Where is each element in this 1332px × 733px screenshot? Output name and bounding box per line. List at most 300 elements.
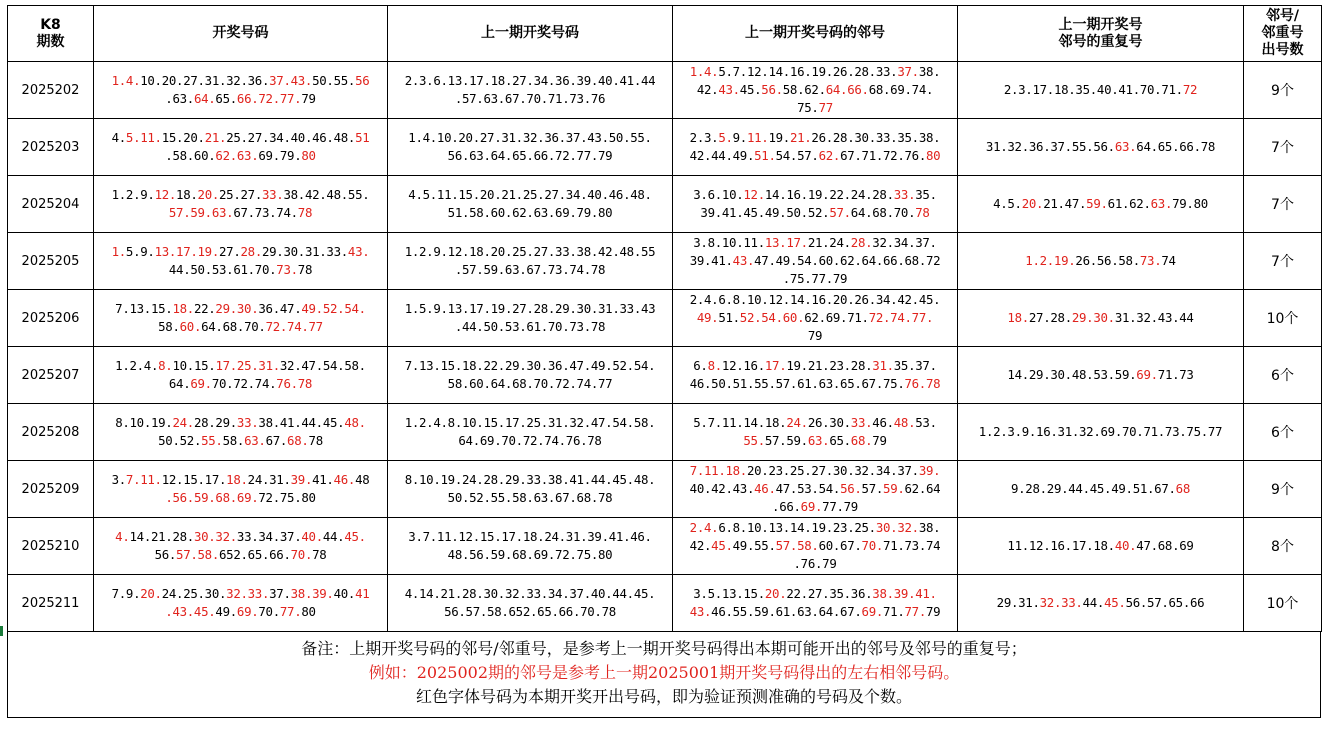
number-segment: 26.30.: [807, 415, 851, 430]
hit-number-segment: 29.30.: [215, 301, 259, 316]
hit-number-segment: 68.: [287, 433, 309, 448]
hit-count-cell[interactable]: 7个: [1244, 119, 1322, 176]
hit-number-segment: 46.: [333, 472, 356, 487]
lottery-table: [7, 5, 1322, 632]
number-segment: 15.20.: [161, 130, 205, 145]
number-segment: 2.4.6.8.10.12.14.16.20.26.34.42.45.: [689, 292, 941, 307]
neighbor-repeats-cell[interactable]: [958, 176, 1244, 233]
number-segment: 29.30.31.33.: [261, 244, 348, 259]
neighbor-numbers-cell[interactable]: [673, 119, 958, 176]
number-segment: 57.: [861, 481, 884, 496]
hit-number-segment: 80: [925, 148, 941, 163]
number-segment: 2.3.17.18.35.40.41.70.71.: [1003, 82, 1183, 97]
hit-number-segment: 12.: [743, 187, 765, 202]
hit-number-segment: 4.: [704, 520, 719, 535]
number-segment: 65.: [215, 91, 237, 106]
hit-number-segment: 21.: [789, 130, 812, 145]
neighbor-numbers-cell[interactable]: [673, 575, 958, 632]
number-segment: 51.: [718, 310, 740, 325]
period-cell[interactable]: 2025209: [8, 461, 94, 518]
hit-number-segment: 37.43.: [269, 73, 313, 88]
hit-number-segment: 70.: [290, 547, 313, 562]
number-segment: 71.73.74 .76.79: [793, 538, 941, 571]
hit-number-segment: 32.33.: [1039, 595, 1083, 610]
hit-number-segment: 45.: [1104, 595, 1126, 610]
hit-number-segment: 76.78: [904, 376, 941, 391]
number-segment: .58.60.: [165, 148, 216, 163]
number-segment: 77.79: [822, 499, 858, 514]
header-hit-count[interactable]: 邻号/ 邻重号 出号数: [1244, 6, 1322, 62]
neighbor-numbers-cell[interactable]: [673, 62, 958, 119]
number-segment: 32.47.54.58. 64.: [168, 358, 366, 391]
number-segment: 80: [301, 604, 316, 619]
number-segment: 36.47.: [258, 301, 302, 316]
hit-number-segment: 18.: [226, 472, 248, 487]
hit-number-segment: 5.: [718, 130, 733, 145]
hit-number-segment: 4.: [115, 529, 130, 544]
neighbor-repeats-cell[interactable]: [958, 404, 1244, 461]
hit-number-segment: .56.59.68.69.: [165, 490, 259, 505]
previous-draw-cell[interactable]: [388, 119, 673, 176]
notes-cell[interactable]: [7, 632, 1321, 718]
hit-number-segment: 17.: [764, 358, 787, 373]
hit-number-segment: 48.: [893, 415, 916, 430]
number-segment: 41.: [312, 472, 334, 487]
number-segment: 79: [301, 91, 316, 106]
number-segment: 68.69.74. 75.: [797, 82, 934, 115]
number-segment: 14.29.30.48.53.59.: [1007, 367, 1137, 382]
hit-number-segment: 20.: [140, 586, 162, 601]
number-segment: 31.32.36.37.55.56.: [985, 139, 1115, 154]
hit-number-segment: 41 .43.45.: [165, 586, 370, 619]
hit-number-segment: 33.: [236, 415, 259, 430]
neighbor-numbers-cell[interactable]: [673, 518, 958, 575]
hit-number-segment: 59.: [883, 481, 905, 496]
number-segment: 70.72.74.: [211, 376, 277, 391]
table-row: [8, 461, 1322, 518]
hit-number-segment: 20.: [1021, 196, 1044, 211]
hit-count-cell[interactable]: 9个: [1244, 62, 1322, 119]
number-segment: 12.16.: [721, 358, 765, 373]
neighbor-repeats-cell[interactable]: [958, 575, 1244, 632]
note-line-3: 红色字体号码为本期开奖开出号码，即为验证预测准确的号码及个数。: [415, 687, 912, 706]
neighbor-numbers-cell[interactable]: [673, 347, 958, 404]
hit-number-segment: 56: [355, 73, 370, 88]
hit-count-cell[interactable]: 8个: [1244, 518, 1322, 575]
hit-number-segment: 37.: [897, 64, 919, 79]
hit-number-segment: 66.72.77.: [236, 91, 302, 106]
hit-number-segment: 49.52.54.: [301, 301, 366, 316]
hit-number-segment: 68.: [850, 433, 873, 448]
draw-numbers-cell[interactable]: [94, 518, 388, 575]
hit-number-segment: 12.: [154, 187, 177, 202]
neighbor-repeats-cell[interactable]: [958, 119, 1244, 176]
hit-number-segment: 72.74.77.: [868, 310, 934, 325]
number-segment: 38.41.44.45.: [258, 415, 345, 430]
table-row: [8, 575, 1322, 632]
hit-number-segment: 2.: [689, 520, 704, 535]
hit-number-segment: 64.66.: [825, 82, 869, 97]
number-segment: 50.55.: [312, 73, 356, 88]
number-segment: 26.28.30.33.35.38. 42.44.49.: [689, 130, 941, 163]
note-line-2-example: 例如：2025002期的邻号是参考上一期2025001期开奖号码得出的左右相邻号码。: [368, 663, 960, 682]
hit-number-segment: 63.: [807, 433, 830, 448]
hit-number-segment: 60.: [179, 319, 202, 334]
number-segment: 38. 42.: [696, 64, 941, 97]
number-segment: 7.13.15.: [115, 301, 173, 316]
number-segment: 49.55.: [732, 538, 776, 553]
period-cell[interactable]: 2025206: [8, 290, 94, 347]
hit-number-segment: 45.: [344, 529, 366, 544]
number-segment: 19.21.23.28.: [786, 358, 873, 373]
hit-number-segment: 80: [301, 148, 316, 163]
number-segment: 65.: [829, 433, 851, 448]
previous-draw-cell[interactable]: [388, 176, 673, 233]
number-segment: 8.10.19.24.28.29.33.38.41.44.45.48. 50.52.55.58.63.67.68.78: [404, 472, 656, 505]
number-segment: 58.62.: [782, 82, 826, 97]
number-segment: 11.12.16.17.18.: [1007, 538, 1115, 553]
hit-number-segment: 13.17.19.: [154, 244, 220, 259]
hit-number-segment: 69.: [190, 376, 212, 391]
number-segment: 2.3.6.13.17.18.27.34.36.39.40.41.44 .57.63.67.70.71.73.76: [404, 73, 656, 106]
hit-number-segment: 40.: [301, 529, 323, 544]
previous-draw-cell[interactable]: [388, 575, 673, 632]
previous-draw-cell[interactable]: [388, 518, 673, 575]
number-segment: 25.27.: [219, 187, 262, 202]
hit-number-segment: 69.: [236, 604, 259, 619]
number-segment: 45.: [739, 82, 762, 97]
hit-number-segment: 7.11.: [125, 472, 162, 487]
number-segment: 32.34.37. 39.41.: [689, 235, 937, 268]
neighbor-repeats-cell[interactable]: [958, 62, 1244, 119]
number-segment: 72.75.80: [258, 490, 316, 505]
neighbor-numbers-cell[interactable]: [673, 404, 958, 461]
hit-number-segment: 69.: [800, 499, 823, 514]
draw-numbers-cell[interactable]: [94, 233, 388, 290]
hit-number-segment: 48.: [344, 415, 366, 430]
number-segment: 79: [872, 433, 887, 448]
number-segment: 26.56.58.: [1075, 253, 1140, 268]
period-cell[interactable]: 2025204: [8, 176, 94, 233]
previous-draw-cell[interactable]: [388, 461, 673, 518]
hit-number-segment: 1.4.: [111, 73, 141, 88]
number-segment: 1.5.9.13.17.19.27.28.29.30.31.33.43 .44.50.53.61.70.73.78: [404, 301, 656, 334]
number-segment: 79: [925, 604, 941, 619]
hit-number-segment: 77.: [279, 604, 302, 619]
number-segment: 7.9.: [111, 586, 141, 601]
header-neighbor-repeats[interactable]: 上一期开奖号 邻号的重复号: [958, 6, 1244, 62]
number-segment: 1.4.10.20.27.31.32.36.37.43.50.55. 56.63.64.65.66.72.77.79: [408, 130, 652, 163]
hit-number-segment: 30.32.: [875, 520, 919, 535]
number-segment: 56.: [154, 547, 177, 562]
number-segment: 25.27.34.40.46.48.: [226, 130, 356, 145]
hit-count-cell[interactable]: 7个: [1244, 233, 1322, 290]
number-segment: 44.: [322, 529, 345, 544]
neighbor-repeats-cell[interactable]: [958, 290, 1244, 347]
hit-number-segment: 33.: [261, 187, 284, 202]
hit-number-segment: 77: [818, 100, 833, 115]
number-segment: 4.14.21.28.30.32.33.34.37.40.44.45. 56.57.58.652.65.66.70.78: [404, 586, 656, 619]
hit-number-segment: 1.: [111, 244, 126, 259]
hit-number-segment: 1.4.: [689, 64, 719, 79]
hit-number-segment: 64.: [193, 91, 216, 106]
previous-draw-cell[interactable]: [388, 347, 673, 404]
neighbor-repeats-cell[interactable]: [958, 233, 1244, 290]
table-row: [8, 290, 1322, 347]
number-segment: 49.: [215, 604, 237, 619]
number-segment: 54.57.: [775, 148, 819, 163]
hit-number-segment: 40.: [1114, 538, 1137, 553]
previous-draw-cell[interactable]: [388, 404, 673, 461]
number-segment: 47.49.54.60.62.64.66.68.72 .75.77.79: [754, 253, 941, 286]
neighbor-numbers-cell[interactable]: [673, 176, 958, 233]
header-row: [8, 6, 1322, 62]
table-row: [8, 347, 1322, 404]
draw-numbers-cell[interactable]: [94, 176, 388, 233]
hit-number-segment: 30.32.: [193, 529, 237, 544]
hit-number-segment: 29.30.: [1071, 310, 1115, 325]
hit-number-segment: 18.: [1007, 310, 1029, 325]
number-segment: 24.31.: [247, 472, 291, 487]
number-segment: 29.31.: [996, 595, 1040, 610]
number-segment: 5.7.11.14.18.: [693, 415, 787, 430]
hit-number-segment: 1.2.19.: [1025, 253, 1076, 268]
number-segment: 8.10.19.: [115, 415, 173, 430]
hit-number-segment: 73.: [1139, 253, 1162, 268]
number-segment: 64.65.66.78: [1136, 139, 1216, 154]
hit-number-segment: 57.58.: [775, 538, 819, 553]
draw-numbers-cell[interactable]: [94, 575, 388, 632]
hit-number-segment: 33.: [850, 415, 873, 430]
number-segment: 3.: [111, 472, 126, 487]
hit-number-segment: 73.: [276, 262, 298, 277]
table-row: [8, 119, 1322, 176]
header-previous-draw[interactable]: 上一期开奖号码: [388, 6, 673, 62]
number-segment: 57.59.: [764, 433, 808, 448]
number-segment: 58.: [158, 319, 180, 334]
hit-number-segment: 57.: [829, 205, 851, 220]
table-row: [8, 404, 1322, 461]
number-segment: 1.2.9.: [111, 187, 155, 202]
number-segment: 40.42.43.: [689, 481, 755, 496]
hit-number-segment: 31.: [258, 358, 280, 373]
number-segment: 20.23.25.27.30.32.34.37.: [746, 463, 919, 478]
number-segment: 48: [355, 472, 370, 487]
hit-number-segment: 11.: [746, 130, 769, 145]
period-cell[interactable]: 2025208: [8, 404, 94, 461]
number-segment: 3.8.10.11.: [693, 235, 765, 250]
table-row: [8, 176, 1322, 233]
number-segment: 33.34.37.: [236, 529, 302, 544]
hit-number-segment: 28.: [850, 235, 873, 250]
hit-number-segment: 24.: [786, 415, 808, 430]
number-segment: 67.: [265, 433, 288, 448]
hit-number-segment: 5.11.: [125, 130, 162, 145]
number-segment: .63.: [165, 91, 194, 106]
draw-numbers-cell[interactable]: [94, 347, 388, 404]
hit-number-segment: 76.78: [276, 376, 313, 391]
hit-number-segment: 52.54.60.: [739, 310, 805, 325]
neighbor-numbers-cell[interactable]: [673, 290, 958, 347]
hit-number-segment: 56.: [761, 82, 783, 97]
number-segment: 7.13.15.18.22.29.30.36.47.49.52.54. 58.60.64.68.70.72.74.77: [404, 358, 656, 391]
hit-count-cell[interactable]: 9个: [1244, 461, 1322, 518]
draw-numbers-cell[interactable]: [94, 62, 388, 119]
hit-number-segment: 62.63.: [215, 148, 259, 163]
number-segment: 71.73: [1157, 367, 1194, 382]
hit-number-segment: 51: [355, 130, 370, 145]
hit-number-segment: 57.58.: [176, 547, 220, 562]
table-row: [8, 518, 1322, 575]
number-segment: 67.73.74.: [233, 205, 298, 220]
draw-numbers-cell[interactable]: [94, 461, 388, 518]
previous-draw-cell[interactable]: [388, 233, 673, 290]
number-segment: 14.16.19.22.24.28.: [764, 187, 894, 202]
number-segment: 27.: [219, 244, 241, 259]
number-segment: 38.42.48.55.: [283, 187, 370, 202]
hit-count-cell[interactable]: 7个: [1244, 176, 1322, 233]
period-cell[interactable]: 2025202: [8, 62, 94, 119]
hit-number-segment: 31.: [872, 358, 894, 373]
hit-number-segment: 68: [1175, 481, 1190, 496]
number-segment: 10.15.: [172, 358, 216, 373]
period-cell[interactable]: 2025211: [8, 575, 94, 632]
hit-count-cell[interactable]: 10个: [1244, 290, 1322, 347]
draw-numbers-cell[interactable]: [94, 290, 388, 347]
hit-number-segment: 55.: [743, 433, 765, 448]
number-segment: 1.2.9.12.18.20.25.27.33.38.42.48.55 .57.59.63.67.73.74.78: [404, 244, 656, 277]
number-segment: 1.2.4.8.10.15.17.25.31.32.47.54.58. 64.69.70.72.74.76.78: [404, 415, 656, 448]
period-cell[interactable]: 2025205: [8, 233, 94, 290]
number-segment: 6.8.10.13.14.19.23.25.: [718, 520, 876, 535]
cell-selection-handle[interactable]: [0, 626, 3, 636]
neighbor-repeats-cell[interactable]: [958, 461, 1244, 518]
hit-number-segment: 39.: [918, 463, 941, 478]
number-segment: 5.9.: [125, 244, 155, 259]
header-period[interactable]: K8 期数: [8, 6, 94, 62]
previous-draw-cell[interactable]: [388, 62, 673, 119]
number-segment: 78: [308, 433, 323, 448]
hit-count-cell[interactable]: 10个: [1244, 575, 1322, 632]
number-segment: 35.37. 46.50.51.55.57.61.63.65.67.75.: [689, 358, 937, 391]
number-segment: 38. 42.: [689, 520, 941, 553]
previous-draw-cell[interactable]: [388, 290, 673, 347]
hit-count-cell[interactable]: 6个: [1244, 404, 1322, 461]
number-segment: 35. 39.41.45.49.50.52.: [700, 187, 937, 220]
number-segment: 3.6.10.: [693, 187, 744, 202]
number-segment: 74: [1161, 253, 1176, 268]
header-previous-neighbors[interactable]: 上一期开奖号码的邻号: [673, 6, 958, 62]
number-segment: 40.: [333, 586, 356, 601]
hit-number-segment: 43.: [347, 244, 370, 259]
number-segment: 69.79.: [258, 148, 302, 163]
number-segment: 10.20.27.31.32.36.: [140, 73, 270, 88]
number-segment: 37.: [269, 586, 291, 601]
number-segment: 12.15.17.: [161, 472, 227, 487]
hit-number-segment: 63.: [244, 433, 266, 448]
number-segment: 4.5.: [993, 196, 1022, 211]
hit-number-segment: 78: [297, 205, 313, 220]
hit-number-segment: 28.: [240, 244, 262, 259]
number-segment: 3.5.13.15.: [693, 586, 765, 601]
hit-number-segment: 62.: [818, 148, 841, 163]
number-segment: 21.47.: [1043, 196, 1087, 211]
hit-number-segment: 8.: [158, 358, 173, 373]
hit-number-segment: 49.: [696, 310, 719, 325]
hit-number-segment: 20.: [197, 187, 220, 202]
number-segment: 62.64 .66.: [772, 481, 941, 514]
number-segment: 31.32.43.44: [1114, 310, 1194, 325]
hit-number-segment: 55.: [201, 433, 223, 448]
hit-number-segment: 32.33.: [226, 586, 270, 601]
number-segment: 67.71.72.76.: [840, 148, 926, 163]
number-segment: 78: [297, 262, 313, 277]
number-segment: 79.80: [1172, 196, 1208, 211]
draw-numbers-cell[interactable]: [94, 404, 388, 461]
hit-number-segment: 38.39.: [290, 586, 334, 601]
number-segment: 27.28.: [1028, 310, 1072, 325]
number-segment: 4.5.11.15.20.21.25.27.34.40.46.48. 51.58.60.62.63.69.79.80: [408, 187, 652, 220]
number-segment: 70.: [258, 604, 280, 619]
number-segment: 64.68.70.: [850, 205, 916, 220]
period-cell[interactable]: 2025210: [8, 518, 94, 575]
hit-number-segment: 56.: [840, 481, 862, 496]
hit-number-segment: 72: [1182, 82, 1198, 97]
hit-number-segment: 78: [915, 205, 930, 220]
number-segment: 79: [807, 328, 823, 343]
table-row: [8, 233, 1322, 290]
number-segment: 9.28.29.44.45.49.51.67.: [1010, 481, 1176, 496]
table-row: [8, 62, 1322, 119]
number-segment: 53.: [915, 415, 937, 430]
hit-number-segment: 8.: [707, 358, 722, 373]
number-segment: 58.: [222, 433, 245, 448]
number-segment: 46.55.59.61.63.64.67.: [711, 604, 862, 619]
number-segment: 78: [312, 547, 327, 562]
period-cell[interactable]: 2025207: [8, 347, 94, 404]
draw-numbers-cell[interactable]: [94, 119, 388, 176]
number-segment: 64.68.70.: [201, 319, 266, 334]
note-line-1: 备注：上期开奖号码的邻号/邻重号，是参考上一期开奖号码得出本期可能开出的邻号及邻号的重复号；: [301, 639, 1027, 658]
hit-number-segment: 17.25.: [215, 358, 259, 373]
number-segment: 46.: [872, 415, 894, 430]
hit-number-segment: 33.: [893, 187, 916, 202]
hit-number-segment: 69.: [861, 604, 884, 619]
neighbor-repeats-cell[interactable]: [958, 347, 1244, 404]
number-segment: 60.67.: [818, 538, 862, 553]
hit-number-segment: 43.: [732, 253, 755, 268]
neighbor-numbers-cell[interactable]: [673, 233, 958, 290]
period-cell[interactable]: 2025203: [8, 119, 94, 176]
hit-number-segment: 69.: [1136, 367, 1158, 382]
hit-number-segment: 39.: [290, 472, 313, 487]
hit-number-segment: 20.: [764, 586, 787, 601]
neighbor-repeats-cell[interactable]: [958, 518, 1244, 575]
number-segment: 28.29.: [193, 415, 237, 430]
hit-count-cell[interactable]: 6个: [1244, 347, 1322, 404]
hit-number-segment: 46.: [754, 481, 776, 496]
hit-number-segment: 59.: [1086, 196, 1108, 211]
number-segment: 47.53.54.: [775, 481, 841, 496]
header-draw-numbers[interactable]: 开奖号码: [94, 6, 388, 62]
number-segment: 1.2.3.9.16.31.32.69.70.71.73.75.77: [978, 424, 1223, 439]
number-segment: 24.25.30.: [161, 586, 227, 601]
neighbor-numbers-cell[interactable]: [673, 461, 958, 518]
hit-number-segment: 24.: [172, 415, 194, 430]
number-segment: 47.68.69: [1136, 538, 1194, 553]
number-segment: 9.: [732, 130, 747, 145]
hit-number-segment: 63.: [1150, 196, 1173, 211]
